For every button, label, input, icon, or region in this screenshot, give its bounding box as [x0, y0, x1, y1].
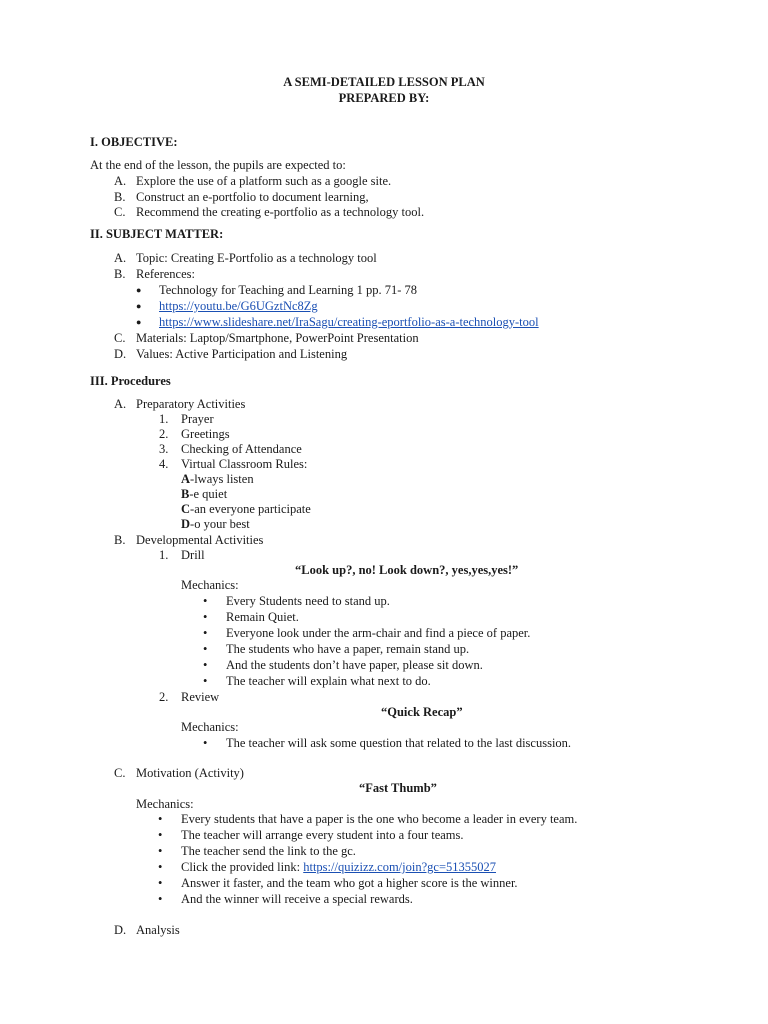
- list-marker: 3.: [159, 442, 169, 456]
- reference-book: Technology for Teaching and Learning 1 pp. 71- 78: [159, 283, 418, 297]
- classroom-rule: [181, 501, 311, 517]
- rule-text: -an everyone participate: [190, 502, 311, 516]
- subject-materials: Materials: Laptop/Smartphone, PowerPoint Presentation: [136, 331, 419, 345]
- drill-mechanic: Everyone look under the arm-chair and find a piece of paper.: [226, 626, 531, 640]
- list-marker: 4.: [159, 457, 169, 471]
- objective-item: Construct an e-portfolio to document learning,: [136, 190, 369, 204]
- drill-mechanic: And the students don’t have paper, please sit down.: [226, 658, 483, 672]
- motivation-mechanic: Every students that have a paper is the one who become a leader in every team.: [181, 812, 578, 826]
- list-marker: D.: [114, 347, 127, 361]
- rule-text: -o your best: [190, 517, 250, 531]
- developmental-activities: Developmental Activities: [136, 533, 264, 547]
- objective-item: Explore the use of a platform such as a google site.: [136, 174, 392, 188]
- list-marker: B.: [114, 533, 126, 547]
- motivation-title: “Fast Thumb”: [359, 781, 437, 795]
- bullet-icon: •: [203, 674, 208, 688]
- bullet-icon: •: [203, 736, 208, 750]
- review-mechanic: The teacher will ask some question that related to the last discussion.: [226, 736, 572, 750]
- list-marker: B.: [114, 190, 126, 204]
- rule-letter: D: [181, 517, 191, 531]
- bullet-icon: •: [158, 828, 163, 842]
- motivation-mechanic: [181, 859, 496, 875]
- bullet-icon: •: [203, 658, 208, 672]
- subject-heading: II. SUBJECT MATTER:: [90, 227, 224, 241]
- rule-text: -lways listen: [190, 472, 254, 486]
- list-marker: B.: [114, 267, 126, 281]
- motivation-label: Motivation (Activity): [136, 766, 244, 780]
- drill-mechanic: Every Students need to stand up.: [226, 594, 390, 608]
- objective-item: Recommend the creating e-portfolio as a technology tool.: [136, 205, 425, 219]
- bullet-icon: ●: [136, 285, 142, 295]
- review-title: “Quick Recap”: [381, 705, 463, 719]
- list-marker: 1.: [159, 548, 169, 562]
- prep-item: Greetings: [181, 427, 230, 441]
- objective-heading: I. OBJECTIVE:: [90, 135, 178, 149]
- drill-label: Drill: [181, 548, 205, 562]
- prep-item: Prayer: [181, 412, 214, 426]
- review-label: Review: [181, 690, 220, 704]
- quizizz-link[interactable]: https://quizizz.com/join?gc=51355027: [303, 860, 496, 874]
- bullet-icon: •: [203, 626, 208, 640]
- bullet-icon: ●: [136, 317, 142, 327]
- prepared-by: PREPARED BY:: [338, 91, 430, 105]
- classroom-rule: [181, 486, 227, 502]
- objective-intro: At the end of the lesson, the pupils are expected to:: [90, 158, 346, 172]
- bullet-icon: •: [158, 844, 163, 858]
- drill-mechanic: Remain Quiet.: [226, 610, 299, 624]
- list-marker: C.: [114, 766, 126, 780]
- bullet-icon: •: [158, 812, 163, 826]
- classroom-rule: [181, 516, 250, 532]
- mechanics-label: Mechanics:: [181, 720, 239, 734]
- bullet-icon: •: [203, 594, 208, 608]
- reference-slideshare-link[interactable]: https://www.slideshare.net/IraSagu/creating-eportfolio-as-a-technology-tool: [159, 315, 539, 329]
- reference-youtube-link[interactable]: https://youtu.be/G6UGztNc8Zg: [159, 299, 318, 313]
- rule-text: -e quiet: [189, 487, 228, 501]
- bullet-icon: ●: [136, 301, 142, 311]
- analysis-label: Analysis: [136, 923, 180, 937]
- motivation-mechanic: The teacher will arrange every student into a four teams.: [181, 828, 464, 842]
- rule-letter: A: [181, 472, 191, 486]
- drill-mechanic: The students who have a paper, remain stand up.: [226, 642, 470, 656]
- subject-values: Values: Active Participation and Listening: [136, 347, 348, 361]
- prep-item: Checking of Attendance: [181, 442, 302, 456]
- rule-letter: C: [181, 502, 191, 516]
- preparatory-activities: Preparatory Activities: [136, 397, 246, 411]
- drill-mechanic: The teacher will explain what next to do.: [226, 674, 431, 688]
- classroom-rule: [181, 471, 254, 487]
- bullet-icon: •: [158, 860, 163, 874]
- prep-item: Virtual Classroom Rules:: [181, 457, 308, 471]
- mechanics-label: Mechanics:: [181, 578, 239, 592]
- bullet-icon: •: [203, 610, 208, 624]
- rule-letter: B: [181, 487, 190, 501]
- link-prefix: Click the provided link:: [181, 860, 304, 874]
- list-marker: C.: [114, 331, 126, 345]
- list-marker: 2.: [159, 427, 169, 441]
- motivation-mechanic: The teacher send the link to the gc.: [181, 844, 356, 858]
- motivation-mechanic: And the winner will receive a special rewards.: [181, 892, 413, 906]
- drill-title: “Look up?, no! Look down?, yes,yes,yes!”: [295, 563, 519, 577]
- list-marker: C.: [114, 205, 126, 219]
- subject-topic: Topic: Creating E-Portfolio as a technology tool: [136, 251, 377, 265]
- bullet-icon: •: [158, 876, 163, 890]
- list-marker: A.: [114, 251, 127, 265]
- bullet-icon: •: [203, 642, 208, 656]
- subject-references: References:: [136, 267, 195, 281]
- list-marker: A.: [114, 174, 127, 188]
- list-marker: A.: [114, 397, 127, 411]
- list-marker: 2.: [159, 690, 169, 704]
- document-title: A SEMI-DETAILED LESSON PLAN: [283, 75, 485, 89]
- list-marker: 1.: [159, 412, 169, 426]
- bullet-icon: •: [158, 892, 163, 906]
- procedures-heading: III. Procedures: [90, 374, 171, 388]
- motivation-mechanic: Answer it faster, and the team who got a higher score is the winner.: [181, 876, 518, 890]
- mechanics-label: Mechanics:: [136, 797, 194, 811]
- list-marker: D.: [114, 923, 127, 937]
